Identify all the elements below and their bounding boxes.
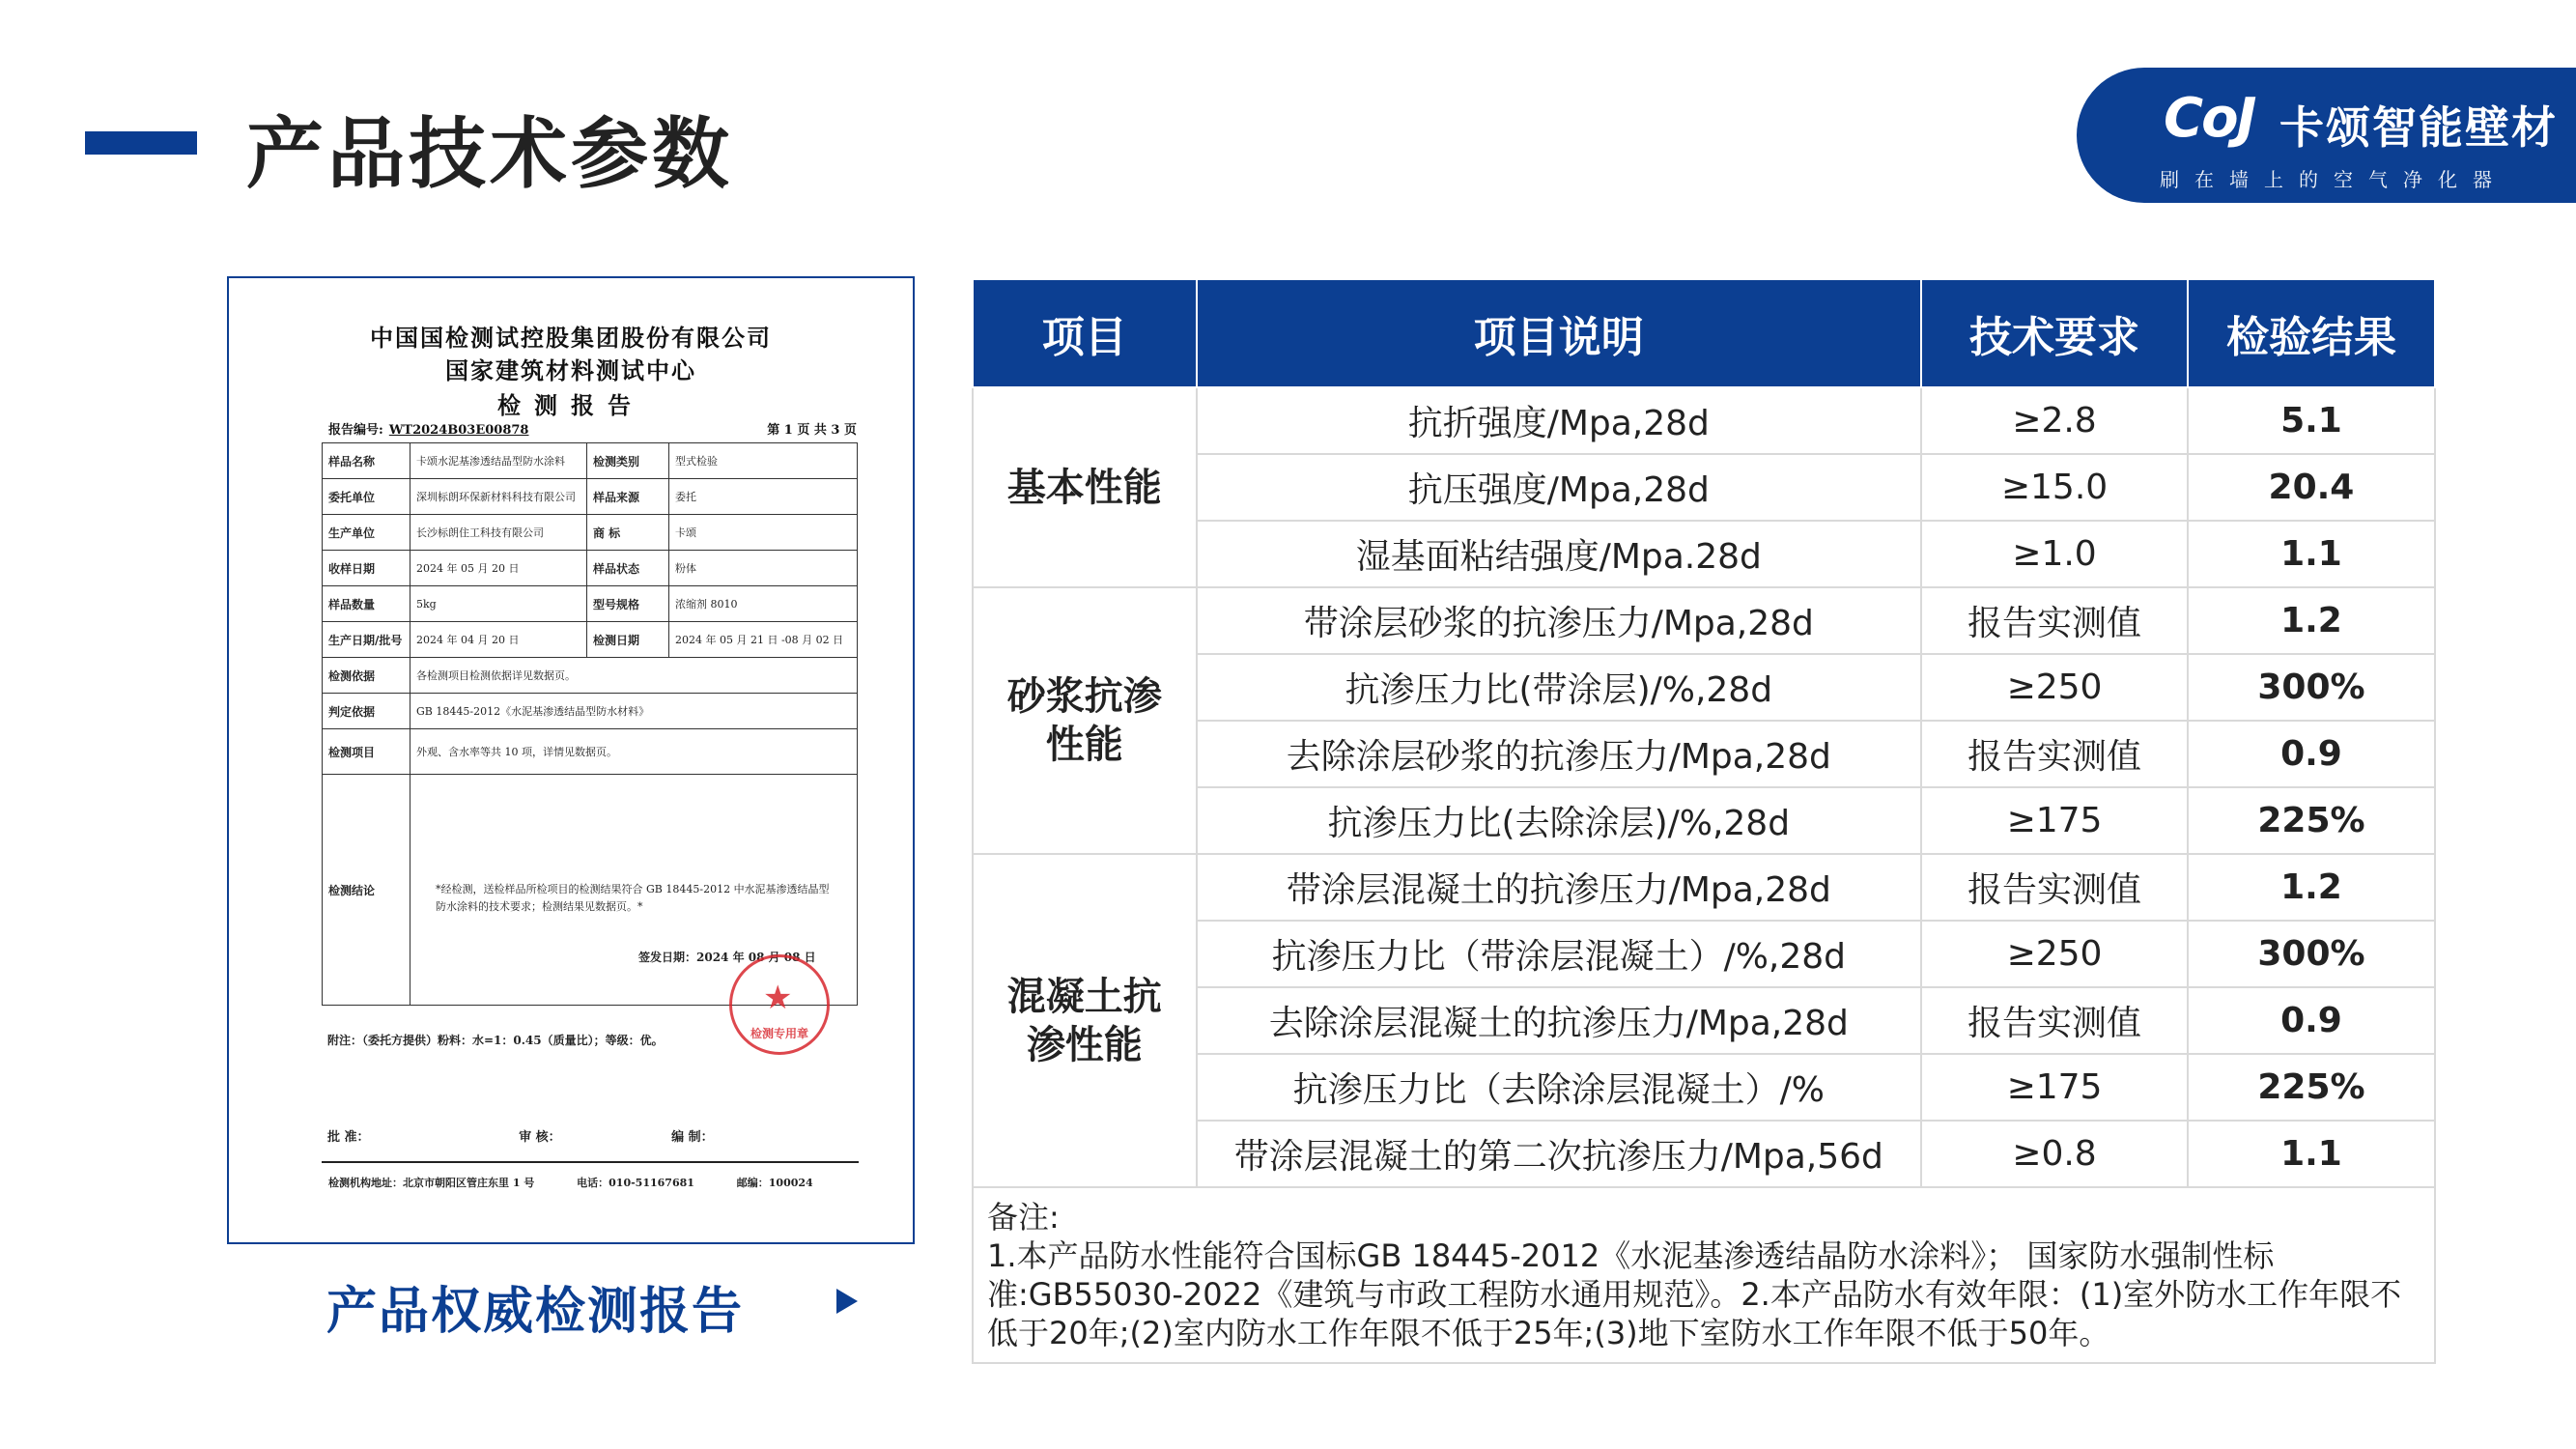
header-item: 项目	[973, 279, 1197, 387]
header-requirement: 技术要求	[1921, 279, 2188, 387]
note-body: 1.本产品防水性能符合国标GB 18445-2012《水泥基渗透结晶防水涂料》； 国家防水强制性标准:GB55030-2022《建筑与市政工程防水通用规范》。2.本产品防水有效年限：(1)室外防水工作年限不低于20年;(2)室内防水工作年限不低于25年;(3)地下室防水工作年限不低于50年。	[987, 1237, 2402, 1351]
spec-requirement: ≥15.0	[1921, 454, 2188, 521]
note-title: 备注:	[987, 1199, 1060, 1236]
report-info-table	[322, 442, 858, 1006]
spec-result: 0.9	[2188, 721, 2435, 787]
spec-category: 混凝土抗 渗性能	[973, 854, 1197, 1187]
report-signatures: 批 准： 审 核： 编 制：	[327, 1130, 714, 1145]
report-caption: 产品权威检测报告	[326, 1283, 745, 1341]
spec-requirement: 报告实测值	[1921, 854, 2188, 921]
spec-description: 带涂层砂浆的抗渗压力/Mpa,28d	[1197, 587, 1922, 654]
spec-requirement: ≥250	[1921, 654, 2188, 721]
spec-description: 抗渗压力比(带涂层)/%,28d	[1197, 654, 1922, 721]
spec-requirement: 报告实测值	[1921, 721, 2188, 787]
report-info-row: 样品数量 5kg 型号规格 浓缩剂 8010	[323, 586, 858, 622]
report-info-row: 生产单位 长沙标朗住工科技有限公司 商 标 卡颂	[323, 515, 858, 551]
spec-result: 20.4	[2188, 454, 2435, 521]
spec-requirement: ≥175	[1921, 1054, 2188, 1121]
report-conclusion-row: 检测结论 *经检测，送检样品所检项目的检测结果符合 GB 18445-2012 中水泥基渗透结晶型防水涂料的技术要求；检测结果见数据页。* 签发日期：2024 年 08 月 08 日	[323, 775, 858, 1006]
spec-note-row	[973, 1187, 2435, 1363]
play-arrow-icon[interactable]	[836, 1289, 858, 1314]
spec-result: 1.2	[2188, 854, 2435, 921]
header-description: 项目说明	[1197, 279, 1922, 387]
report-basis-row: 检测依据 各检测项目检测依据详见数据页。	[323, 658, 858, 694]
spec-description: 抗渗压力比(去除涂层)/%,28d	[1197, 787, 1922, 854]
spec-requirement: ≥175	[1921, 787, 2188, 854]
page-title: 产品技术参数	[246, 109, 733, 199]
spec-result: 1.2	[2188, 587, 2435, 654]
spec-category: 基本性能	[973, 387, 1197, 587]
report-issue-date: 签发日期：2024 年 08 月 08 日	[638, 951, 816, 964]
spec-description: 抗压强度/Mpa,28d	[1197, 454, 1922, 521]
report-footer-divider	[322, 1161, 859, 1163]
title-accent-bar	[85, 131, 197, 155]
spec-description: 去除涂层混凝土的抗渗压力/Mpa,28d	[1197, 987, 1922, 1054]
spec-description: 带涂层混凝土的抗渗压力/Mpa,28d	[1197, 854, 1922, 921]
spec-requirement: ≥1.0	[1921, 521, 2188, 587]
report-note: 附注：（委托方提供）粉料：水=1：0.45（质量比）；等级：优。	[327, 1034, 664, 1047]
spec-result: 1.1	[2188, 1121, 2435, 1187]
report-title: 检测报告	[497, 391, 644, 419]
spec-result: 1.1	[2188, 521, 2435, 587]
report-info-row: 收样日期 2024 年 05 月 20 日 样品状态 粉体	[323, 551, 858, 586]
header-result: 检验结果	[2188, 279, 2435, 387]
spec-description: 去除涂层砂浆的抗渗压力/Mpa,28d	[1197, 721, 1922, 787]
test-report-document	[227, 276, 915, 1244]
logo-slogan: 刷在墙上的空气净化器	[2160, 168, 2507, 191]
spec-requirement: 报告实测值	[1921, 587, 2188, 654]
spec-description: 抗渗压力比（去除涂层混凝土）/%	[1197, 1054, 1922, 1121]
spec-header-row	[973, 279, 2435, 387]
spec-result: 0.9	[2188, 987, 2435, 1054]
spec-row	[973, 387, 2435, 454]
report-info-row: 生产日期/批号 2024 年 04 月 20 日 检测日期 2024 年 05 月 21 日 -08 月 02 日	[323, 622, 858, 658]
spec-requirement: ≥0.8	[1921, 1121, 2188, 1187]
logo-name: 卡颂智能壁材	[2279, 101, 2558, 154]
spec-result: 300%	[2188, 654, 2435, 721]
spec-table	[972, 278, 2436, 1364]
report-info-row: 委托单位 深圳标朗环保新材料科技有限公司 样品来源 委托	[323, 479, 858, 515]
report-center: 国家建筑材料测试中心	[445, 356, 696, 384]
brand-logo	[2077, 68, 2576, 203]
logo-mark: CoJ	[2164, 87, 2255, 150]
spec-requirement: 报告实测值	[1921, 987, 2188, 1054]
report-conclusion: *经检测，送检样品所检项目的检测结果符合 GB 18445-2012 中水泥基渗透结晶型防水涂料的技术要求；检测结果见数据页。*	[436, 883, 830, 913]
report-org: 中国国检测试控股集团股份有限公司	[370, 324, 772, 352]
report-number: 报告编号: WT2024B03E00878	[328, 423, 529, 438]
spec-description: 抗渗压力比（带涂层混凝土）/%,28d	[1197, 921, 1922, 987]
report-items-row: 检测项目 外观、含水率等共 10 项，详情见数据页。	[323, 729, 858, 775]
spec-description: 抗折强度/Mpa,28d	[1197, 387, 1922, 454]
report-info-row: 样品名称 卡颂水泥基渗透结晶型防水涂料 检测类别 型式检验	[323, 443, 858, 479]
spec-result: 5.1	[2188, 387, 2435, 454]
spec-description: 带涂层混凝土的第二次抗渗压力/Mpa,56d	[1197, 1121, 1922, 1187]
official-stamp	[729, 954, 830, 1055]
spec-result: 225%	[2188, 1054, 2435, 1121]
stamp-star-icon: ★	[763, 979, 793, 1017]
report-page-info: 第 1 页 共 3 页	[767, 423, 857, 438]
spec-row	[973, 587, 2435, 654]
spec-result: 225%	[2188, 787, 2435, 854]
report-judge-row: 判定依据 GB 18445-2012《水泥基渗透结晶型防水材料》	[323, 694, 858, 729]
spec-requirement: ≥250	[1921, 921, 2188, 987]
spec-result: 300%	[2188, 921, 2435, 987]
spec-row	[973, 854, 2435, 921]
spec-description: 湿基面粘结强度/Mpa.28d	[1197, 521, 1922, 587]
spec-requirement: ≥2.8	[1921, 387, 2188, 454]
stamp-text: 检测专用章	[750, 1027, 808, 1040]
report-footer: 检测机构地址：北京市朝阳区管庄东里 1 号 电话：010-51167681 邮编：100024	[328, 1177, 813, 1189]
spec-category: 砂浆抗渗 性能	[973, 587, 1197, 854]
